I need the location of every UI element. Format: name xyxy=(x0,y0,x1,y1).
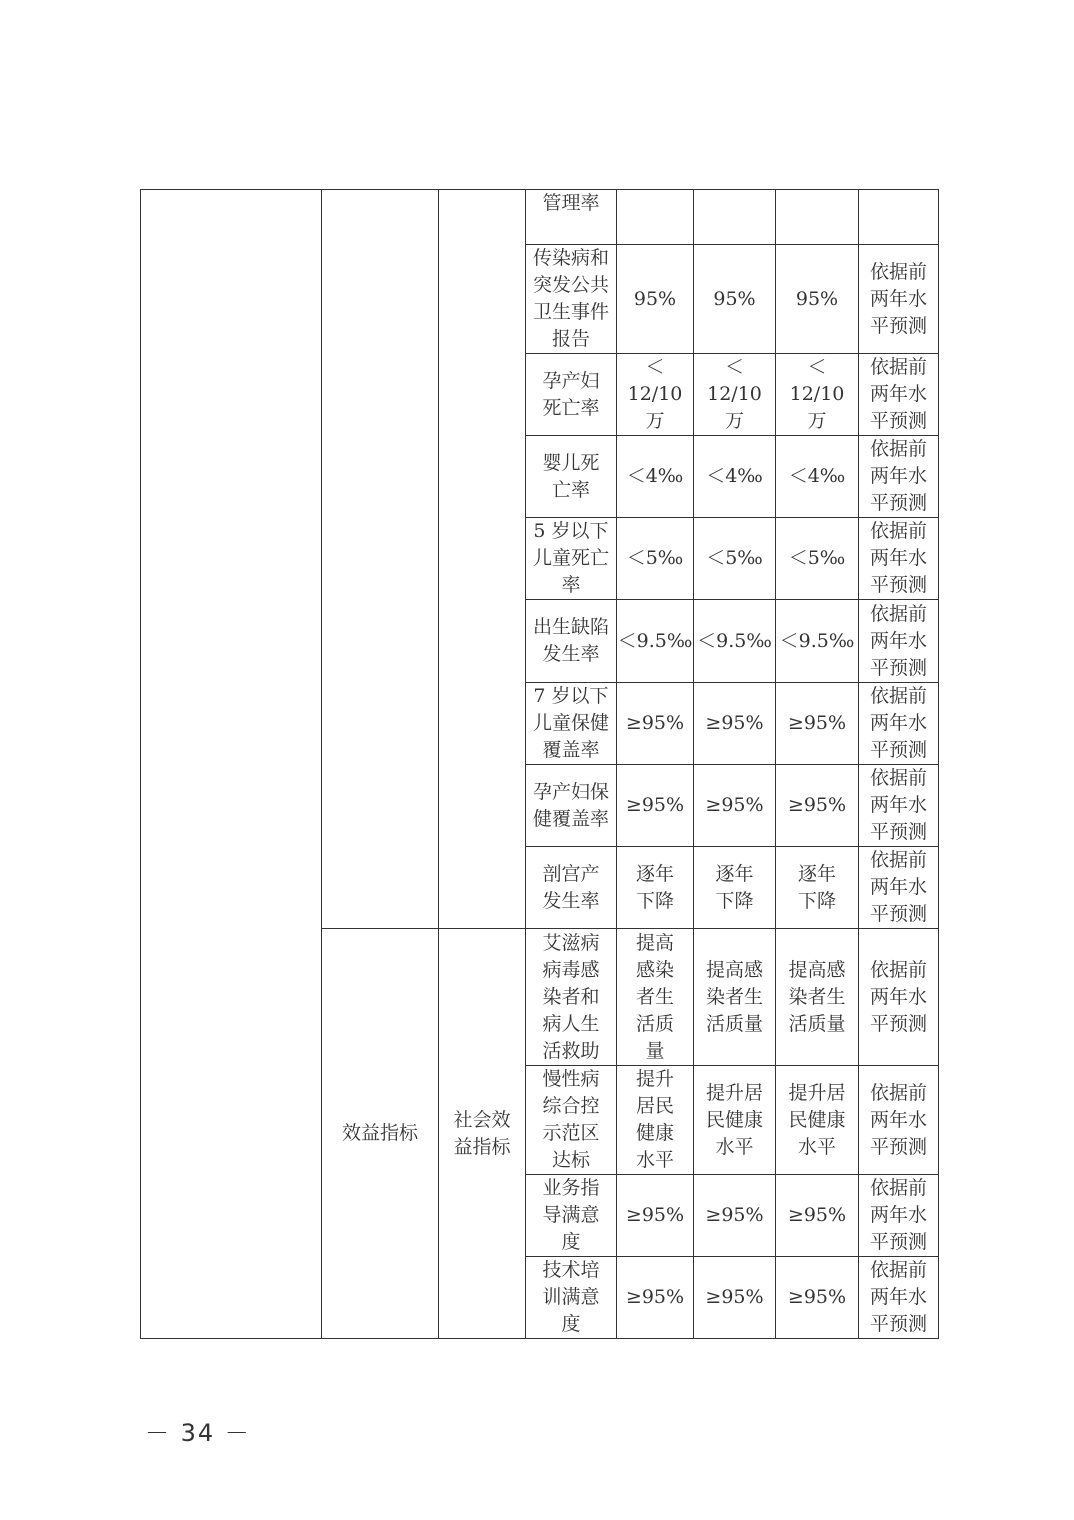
value-cell: ＜5‰ xyxy=(776,518,859,600)
category-cell xyxy=(141,190,322,1339)
value-cell: 提高感染者生活质量 xyxy=(776,929,859,1066)
value-cell: ≥95% xyxy=(617,1257,694,1339)
value-cell xyxy=(694,190,776,245)
page-number: － 34 － xyxy=(145,1419,251,1447)
note-cell: 依据前两年水平预测 xyxy=(859,600,939,683)
value-cell: ＜5‰ xyxy=(617,518,694,600)
metric-name: 5 岁以下儿童死亡率 xyxy=(526,518,617,600)
note-cell: 依据前两年水平预测 xyxy=(859,765,939,847)
value-cell: 95% xyxy=(617,245,694,354)
value-cell: ＜12/10万 xyxy=(694,354,776,436)
value-cell xyxy=(776,190,859,245)
note-cell: 依据前两年水平预测 xyxy=(859,847,939,929)
value-cell: ＜9.5‰ xyxy=(694,600,776,683)
level2-cell xyxy=(439,190,526,929)
value-cell: ≥95% xyxy=(694,1175,776,1257)
value-cell: ≥95% xyxy=(776,765,859,847)
metric-name: 孕产妇死亡率 xyxy=(526,354,617,436)
value-cell: 提高感染者生活质量 xyxy=(694,929,776,1066)
note-cell: 依据前两年水平预测 xyxy=(859,245,939,354)
value-cell: 提升居民健康水平 xyxy=(776,1066,859,1175)
value-cell: ≥95% xyxy=(617,1175,694,1257)
value-cell: ＜4‰ xyxy=(694,436,776,518)
value-cell: 逐年下降 xyxy=(617,847,694,929)
value-cell: ＜12/10万 xyxy=(617,354,694,436)
level1-cell xyxy=(322,190,439,929)
metric-name: 管理率 xyxy=(526,190,617,245)
value-cell: ≥95% xyxy=(694,765,776,847)
value-cell: ＜4‰ xyxy=(776,436,859,518)
note-cell: 依据前两年水平预测 xyxy=(859,354,939,436)
value-cell: ＜5‰ xyxy=(694,518,776,600)
note-cell: 依据前两年水平预测 xyxy=(859,929,939,1066)
value-cell: ＜12/10万 xyxy=(776,354,859,436)
note-cell: 依据前两年水平预测 xyxy=(859,518,939,600)
indicator-table xyxy=(140,189,939,1339)
value-cell: 95% xyxy=(694,245,776,354)
value-cell: ≥95% xyxy=(617,765,694,847)
metric-name: 剖宫产发生率 xyxy=(526,847,617,929)
metric-name: 慢性病综合控示范区达标 xyxy=(526,1066,617,1175)
note-cell: 依据前两年水平预测 xyxy=(859,1175,939,1257)
value-cell: ≥95% xyxy=(776,683,859,765)
value-cell xyxy=(617,190,694,245)
note-cell: 依据前两年水平预测 xyxy=(859,436,939,518)
value-cell: ＜9.5‰ xyxy=(776,600,859,683)
value-cell: 提升居民健康水平 xyxy=(617,1066,694,1175)
value-cell: 提高感染者生活质量 xyxy=(617,929,694,1066)
metric-name: 技术培训满意度 xyxy=(526,1257,617,1339)
metric-name: 婴儿死亡率 xyxy=(526,436,617,518)
value-cell: ≥95% xyxy=(776,1175,859,1257)
note-cell: 依据前两年水平预测 xyxy=(859,1066,939,1175)
note-cell xyxy=(859,190,939,245)
value-cell: 95% xyxy=(776,245,859,354)
table-row xyxy=(141,190,939,245)
metric-name: 7 岁以下儿童保健覆盖率 xyxy=(526,683,617,765)
value-cell: 逐年下降 xyxy=(694,847,776,929)
note-cell: 依据前两年水平预测 xyxy=(859,1257,939,1339)
metric-name: 孕产妇保健覆盖率 xyxy=(526,765,617,847)
value-cell: ≥95% xyxy=(694,683,776,765)
metric-name: 传染病和突发公共卫生事件报告 xyxy=(526,245,617,354)
level2-cell-social-benefit: 社会效益指标 xyxy=(439,929,526,1339)
metric-name: 出生缺陷发生率 xyxy=(526,600,617,683)
value-cell: ≥95% xyxy=(694,1257,776,1339)
value-cell: ＜4‰ xyxy=(617,436,694,518)
note-cell: 依据前两年水平预测 xyxy=(859,683,939,765)
value-cell: ≥95% xyxy=(776,1257,859,1339)
metric-name: 业务指导满意度 xyxy=(526,1175,617,1257)
value-cell: 逐年下降 xyxy=(776,847,859,929)
value-cell: ≥95% xyxy=(617,683,694,765)
value-cell: ＜9.5‰ xyxy=(617,600,694,683)
value-cell: 提升居民健康水平 xyxy=(694,1066,776,1175)
level1-cell-benefit: 效益指标 xyxy=(322,929,439,1339)
metric-name: 艾滋病病毒感染者和病人生活救助 xyxy=(526,929,617,1066)
